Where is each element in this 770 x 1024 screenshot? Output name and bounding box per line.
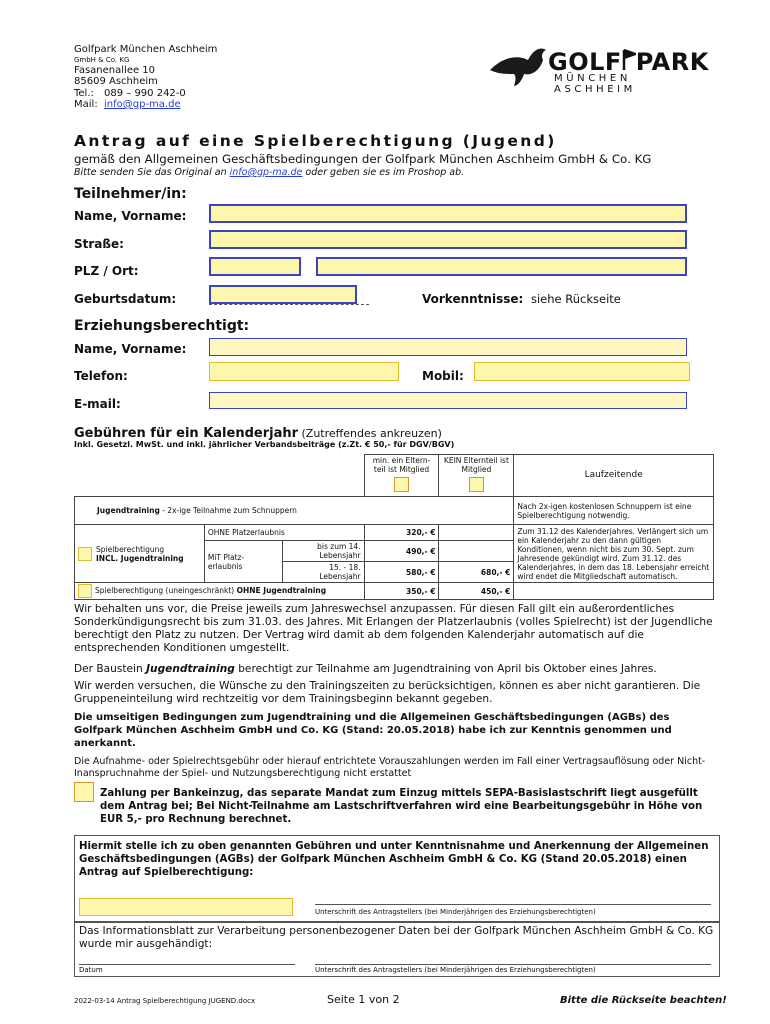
application-date-input[interactable] <box>79 898 293 916</box>
participant-city-input[interactable] <box>316 257 687 276</box>
company-address <box>74 44 217 111</box>
age-15-18: 15. - 18. Lebensjahr <box>282 562 364 583</box>
price-320: 320,- € <box>364 525 439 541</box>
data-protection-signature-field[interactable] <box>315 950 711 964</box>
participant-birth-input[interactable] <box>209 285 357 304</box>
participant-name-label: Name, Vorname: <box>74 209 187 223</box>
price-580: 580,- € <box>364 562 439 583</box>
guardian-mobile-label: Mobil: <box>422 369 464 383</box>
fees-sub: Inkl. Gesetzl. MwSt. und inkl. jährlicher Verbandsbeiträge (z.Zt. € 50,- für DGV/BGV) <box>74 440 455 449</box>
incl-training-checkbox[interactable] <box>78 547 92 561</box>
company-sub: GmbH & Co. KG <box>74 55 130 64</box>
mit-platz-label: MiT Platz-erlaubnis <box>204 541 282 583</box>
price-adjust-text: Wir behalten uns vor, die Preise jeweils zum Jahreswechsel anzupassen. Für diesen Fall gilt ein außerordentliches Sonderkündigungsrecht bis zum 31.03. des Jahres. Mit Erlangen der Platzerlaubnis (volles Spielrecht) ist der Jugendliche berechtigt den Platz zu nutzen. Der Vertrag wird damit ab dem folgenden Kalenderjahr automatisch auf die entsprechenden Konditionen umgestellt. <box>74 603 713 654</box>
col-nonmember-header: KEIN Elternteil ist Mitglied <box>439 455 514 497</box>
guardian-heading: Erziehungsberechtigt: <box>74 318 250 334</box>
form-title: Antrag auf eine Spielberechtigung (Jugend) <box>74 132 557 150</box>
experience-value: siehe Rückseite <box>531 292 621 306</box>
date-label: Datum <box>79 966 103 974</box>
participant-plz-label: PLZ / Ort: <box>74 264 139 278</box>
participant-birth-label: Geburtsdatum: <box>74 292 177 306</box>
participant-heading: Teilnehmer/in: <box>74 186 187 202</box>
member-checkbox[interactable] <box>394 477 409 492</box>
terms-accepted-text: Die umseitigen Bedingungen zum Jugendtraining und die Allgemeinen Geschäftsbedingungen (AGBs) des Golfpark München Aschheim GmbH und Co. KG (Stand: 20.05.2018) habe ich zur Kenntnis genommen und anerkannt. <box>74 712 672 749</box>
logo-park: PARK <box>635 48 709 76</box>
sepa-text: Zahlung per Bankeinzug, das separate Mandat zum Einzug mittels SEPA-Basislastschrift liegt ausgefüllt dem Antrag bei; Bei Nicht-Teilnahme am Lastschriftverfahren wird eine Bearbeitungsgebühr in Höhe von EUR 5,- pro Rechnung berechnet. <box>100 788 703 825</box>
price-350: 350,- € <box>364 583 439 600</box>
guardian-name-label: Name, Vorname: <box>74 342 187 356</box>
fees-heading: Gebühren für ein Kalenderjahr (Zutreffendes ankreuzen) <box>74 426 442 441</box>
price-450: 450,- € <box>439 583 514 600</box>
data-protection-box <box>74 921 720 977</box>
application-text: Hiermit stelle ich zu oben genannten Gebühren und unter Kenntnisnahme und Anerkennung der Allgemeinen Geschäftsbedingungen (AGBs) der Golfpark München Aschheim GmbH & Co. KG (Stand 20.05.2018) einen Antrag auf Spielberechtigung: <box>79 841 709 878</box>
form-hint: Bitte senden Sie das Original an info@gp-ma.de oder geben sie es im Proshop ab. <box>74 167 465 178</box>
row-spielberechtigung-incl: Spielberechtigung INCL. Jugendtraining <box>75 525 205 583</box>
mail-link[interactable]: info@gp-ma.de <box>104 99 181 110</box>
participant-name-input[interactable] <box>209 204 687 223</box>
guardian-email-label: E-mail: <box>74 397 121 411</box>
application-signature-field[interactable] <box>315 886 711 904</box>
company-name: Golfpark München Aschheim <box>74 44 218 55</box>
col-member-header: min. ein Eltern-teil ist Mitglied <box>364 455 439 497</box>
row-spielberechtigung-ohne: Spielberechtigung (uneingeschränkt) OHNE Jugendtraining <box>75 583 365 600</box>
company-mail: Mail: info@gp-ma.de <box>74 99 181 110</box>
guardian-phone-label: Telefon: <box>74 369 128 383</box>
sepa-checkbox[interactable] <box>74 782 94 802</box>
participant-plz-input[interactable] <box>209 257 301 276</box>
no-refund-text: Die Aufnahme- oder Spielrechtsgebühr oder hierauf entrichtete Vorauszahlungen werden im Fall einer Vertragsauflösung oder Nicht-Inanspruchnahme der Spiel- und Nutzungsberechtigung nicht erstattet <box>74 756 706 779</box>
training-module-text: Der Baustein Jugendtraining berechtigt zur Teilnahme am Jugendtraining von April bis Oktober eines Jahres. <box>74 663 657 675</box>
golfpark-logo <box>488 44 718 95</box>
price-490: 490,- € <box>364 541 439 562</box>
guardian-email-input[interactable] <box>209 392 687 409</box>
row1-duration: Nach 2x-igen kostenlosen Schnuppern ist eine Spielberechtigung notwendig. <box>514 497 714 525</box>
price-680: 680,- € <box>439 562 514 583</box>
form-subtitle: gemäß den Allgemeinen Geschäftsbedingungen der Golfpark München Aschheim GmbH & Co. KG <box>74 152 652 166</box>
hint-mail-link[interactable]: info@gp-ma.de <box>229 167 303 178</box>
flag-icon <box>622 48 636 76</box>
nonmember-checkbox[interactable] <box>469 477 484 492</box>
company-city: 85609 Aschheim <box>74 76 158 87</box>
ohne-training-checkbox[interactable] <box>78 584 92 598</box>
data-protection-sign-label: Unterschrift des Antragstellers (bei Minderjährigen des Erziehungsberechtigten) <box>315 966 596 974</box>
training-times-text: Wir werden versuchen, die Wünsche zu den Trainingszeiten zu berücksichtigen, können es aber nicht garantieren. Die Gruppeneinteilung wird rechtzeitig vor dem Trainingsbeginn bekannt gegeben. <box>74 680 701 705</box>
experience-label: Vorkenntnisse: <box>422 292 524 306</box>
company-street: Fasanenallee 10 <box>74 64 156 76</box>
logo-sub: MÜNCHEN ASCHHEIM <box>554 73 636 95</box>
participant-street-label: Straße: <box>74 237 124 251</box>
application-sign-label: Unterschrift des Antragstellers (bei Minderjährigen des Erziehungsberechtigten) <box>315 908 596 916</box>
footer-file: 2022-03-14 Antrag Spielberechtigung JUGEND.docx <box>74 997 256 1005</box>
col-duration-header: Laufzeitende <box>514 455 714 497</box>
application-box <box>74 835 720 923</box>
footer-note: Bitte die Rückseite beachten! <box>560 995 727 1006</box>
logo-golf: GOLF <box>548 48 622 76</box>
row-jugendtraining: Jugendtraining - 2x-ige Teilnahme zum Schnuppern <box>75 497 514 525</box>
fees-table <box>74 454 714 600</box>
guardian-mobile-input[interactable] <box>474 362 690 381</box>
guardian-name-input[interactable] <box>209 338 687 356</box>
guardian-phone-input[interactable] <box>209 362 399 381</box>
participant-street-input[interactable] <box>209 230 687 249</box>
ohne-platz-label: OHNE Platzerlaubnis <box>204 525 364 541</box>
age-until-14: bis zum 14. Lebensjahr <box>282 541 364 562</box>
data-protection-text: Das Informationsblatt zur Verarbeitung personenbezogener Daten bei der Golfpark München Aschheim GmbH & Co. KG wurde mir ausgehändigt: <box>79 925 714 950</box>
company-phone: Tel.: 089 – 990 242-0 <box>74 87 186 99</box>
data-protection-date-field[interactable] <box>79 950 295 964</box>
row2-duration: Zum 31.12 des Kalenderjahres. Verlängert sich um ein Kalenderjahr zu den dann gültigen Konditionen, wenn nicht bis zum 30. Sept. zum Jahresende gekündigt wird. Zum 31.12. des Kalenderjahres, in dem das 18. Lebensjahr erreicht wird endet die Mitgliedschaft automatisch. <box>514 525 714 583</box>
footer-page: Seite 1 von 2 <box>327 993 400 1006</box>
